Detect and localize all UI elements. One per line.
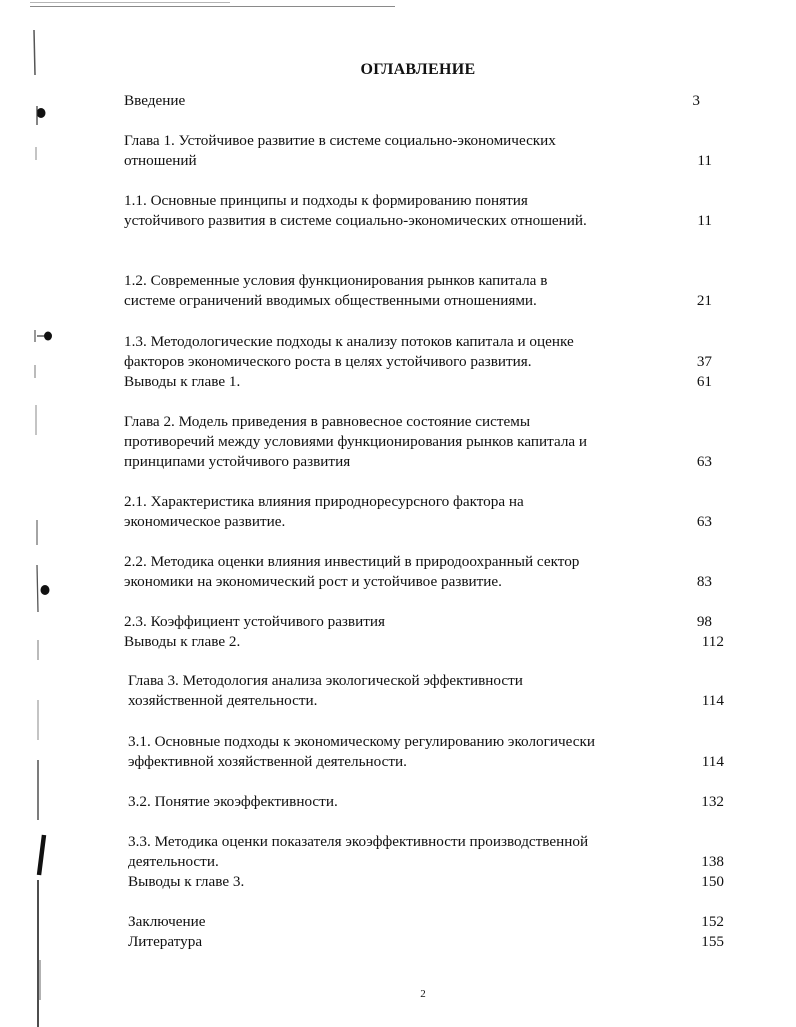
toc-line — [124, 432, 724, 452]
toc-line — [124, 452, 724, 472]
toc-entry-text: 3.2. Понятие экоэффективности. — [128, 793, 338, 810]
toc-entry-text: Выводы к главе 3. — [128, 873, 245, 890]
toc-entry-chapter-3 — [128, 671, 728, 711]
toc-entry-conclusions-3 — [128, 872, 728, 892]
toc-entry-chapter-2 — [124, 412, 724, 472]
toc-entry-text: Выводы к главе 1. — [124, 373, 241, 390]
toc-entry-text: 1.2. Современные условия функционирования рынков капитала в — [124, 272, 548, 289]
toc-entry-section-3-2 — [128, 792, 728, 812]
toc-entry-section-3-3 — [128, 832, 728, 872]
toc-entry-conclusion — [128, 912, 728, 932]
toc-page-number: 114 — [701, 753, 724, 770]
toc-page-number: 112 — [701, 633, 724, 650]
toc-entry-section-2-1 — [124, 492, 724, 532]
toc-entry-introduction — [124, 91, 724, 111]
toc-entry-text: факторов экономического роста в целях устойчивого развития. — [124, 353, 532, 370]
toc-line — [124, 131, 724, 151]
toc-page-number: 3 — [692, 92, 700, 109]
toc-entry-text: противоречий между условиями функционирования рынков капитала и — [124, 433, 588, 450]
toc-entry-text: 3.1. Основные подходы к экономическому регулированию экологически — [128, 733, 595, 750]
toc-line — [128, 691, 728, 711]
toc-entry-text: 2.2. Методика оценки влияния инвестиций в природоохранный сектор — [124, 553, 580, 570]
toc-page-number: 132 — [701, 793, 724, 810]
toc-entry-chapter-1 — [124, 131, 724, 171]
toc-entry-text: экономики на экономический рост и устойчивое развитие. — [124, 573, 502, 590]
toc-entry-section-1-2 — [124, 271, 724, 311]
toc-entry-literature — [128, 932, 728, 952]
toc-page-number: 155 — [701, 933, 724, 950]
toc-line — [128, 872, 728, 892]
toc-page-number: 138 — [701, 853, 724, 870]
toc-line — [124, 91, 724, 111]
toc-page-number: 98 — [696, 613, 712, 630]
toc-entry-text: принципами устойчивого развития — [124, 453, 351, 470]
toc-page-number: 150 — [701, 873, 724, 890]
toc-entry-text: Введение — [124, 92, 186, 109]
toc-line — [124, 332, 724, 352]
toc-page-number: 152 — [701, 913, 724, 930]
toc-line — [124, 271, 724, 291]
toc-entry-text: 1.3. Методологические подходы к анализу потоков капитала и оценке — [124, 333, 574, 350]
toc-line — [124, 412, 724, 432]
page-title: ОГЛАВЛЕНИЕ — [360, 61, 476, 78]
scan-margin-marks — [0, 0, 60, 1027]
toc-line — [124, 151, 724, 171]
toc-line — [128, 792, 728, 812]
toc-entry-section-2-2 — [124, 552, 724, 592]
toc-entry-text: Литература — [128, 933, 203, 950]
toc-line — [124, 612, 724, 632]
toc-entry-section-2-3 — [124, 612, 724, 632]
toc-line — [128, 912, 728, 932]
toc-entry-text: отношений — [124, 152, 197, 169]
toc-page-number: 11 — [697, 212, 712, 229]
toc-entry-text: Глава 1. Устойчивое развитие в системе социально-экономических — [124, 132, 556, 149]
scan-edge-line — [30, 6, 395, 7]
toc-entry-conclusions-1 — [124, 372, 724, 392]
toc-page-number: 11 — [697, 152, 712, 169]
toc-page-number: 63 — [696, 453, 712, 470]
toc-line — [124, 512, 724, 532]
toc-entry-conclusions-2 — [124, 632, 724, 652]
toc-page-number: 83 — [696, 573, 712, 590]
toc-page-number: 63 — [696, 513, 712, 530]
toc-line — [124, 372, 724, 392]
toc-entry-text: Глава 2. Модель приведения в равновесное состояние системы — [124, 413, 531, 430]
toc-entry-text: 3.3. Методика оценки показателя экоэффективности производственной — [128, 833, 589, 850]
page-number: 2 — [420, 988, 426, 1000]
toc-entry-text: экономическое развитие. — [124, 513, 286, 530]
toc-line — [124, 492, 724, 512]
toc-page-number: 114 — [701, 692, 724, 709]
toc-line — [128, 732, 728, 752]
toc-entry-text: Заключение — [128, 913, 206, 930]
toc-line — [128, 932, 728, 952]
toc-entry-text: 2.1. Характеристика влияния природноресурсного фактора на — [124, 493, 524, 510]
toc-line — [124, 291, 724, 311]
toc-entry-text: 1.1. Основные принципы и подходы к формированию понятия — [124, 192, 528, 209]
toc-entry-text: Выводы к главе 2. — [124, 633, 241, 650]
toc-line — [128, 852, 728, 872]
toc-entry-text: хозяйственной деятельности. — [128, 692, 318, 709]
toc-entry-text: эффективной хозяйственной деятельности. — [128, 753, 407, 770]
toc-page-number: 61 — [696, 373, 712, 390]
toc-entry-section-1-3 — [124, 332, 724, 372]
toc-line — [124, 352, 724, 372]
toc-line — [124, 572, 724, 592]
toc-entry-text: системе ограничений вводимых общественными отношениями. — [124, 292, 537, 309]
toc-line — [128, 752, 728, 772]
toc-line — [128, 671, 728, 691]
toc-line — [124, 552, 724, 572]
toc-page-number: 21 — [696, 292, 712, 309]
toc-line — [124, 632, 724, 652]
toc-entry-text: устойчивого развития в системе социально-экономических отношений. — [124, 212, 587, 229]
toc-line — [128, 832, 728, 852]
toc-entry-section-3-1 — [128, 732, 728, 772]
scan-edge-line — [30, 2, 230, 3]
toc-entry-text: 2.3. Коэффициент устойчивого развития — [124, 613, 385, 630]
toc-line — [124, 191, 724, 211]
toc-entry-text: деятельности. — [128, 853, 219, 870]
toc-entry-section-1-1 — [124, 191, 724, 231]
toc-page-number: 37 — [696, 353, 712, 370]
toc-entry-text: Глава 3. Методология анализа экологической эффективности — [128, 672, 523, 689]
toc-line — [124, 211, 724, 231]
